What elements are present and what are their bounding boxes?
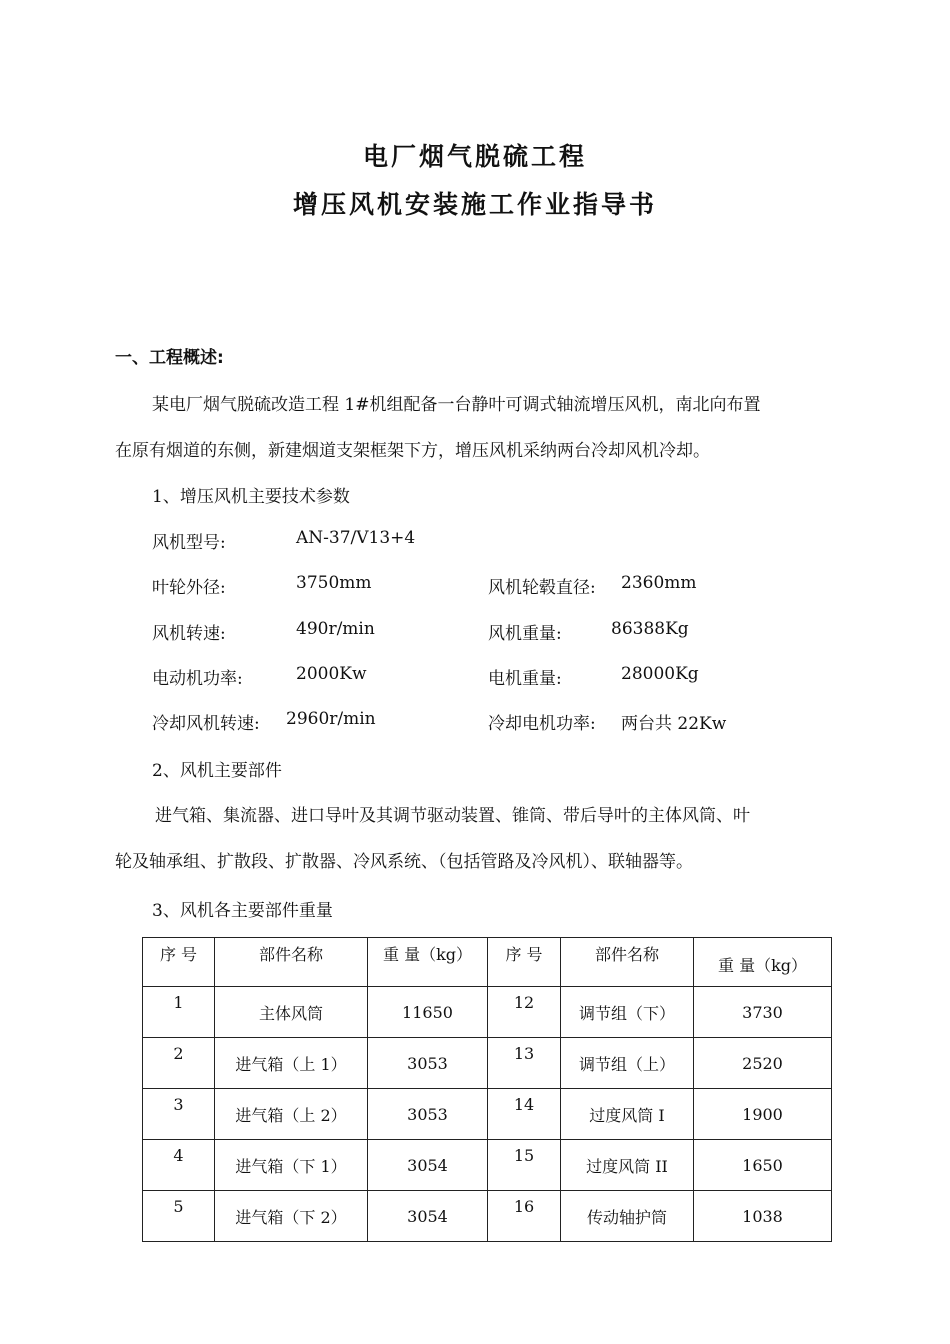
param-label: 冷却电机功率:: [488, 714, 596, 734]
header-cell: 重 量（kg）: [694, 938, 832, 987]
param-label: 冷却风机转速:: [152, 714, 260, 734]
param-label: 风机型号:: [152, 533, 226, 553]
param-label: 风机转速:: [152, 624, 226, 644]
table-cell: 3730: [694, 987, 832, 1038]
table-cell: 进气箱（下 1）: [215, 1140, 368, 1191]
section-heading-overview: 一、工程概述:: [115, 348, 224, 368]
table-cell: 16: [488, 1191, 561, 1242]
table-cell: 12: [488, 987, 561, 1038]
paragraph-parts-line-1: 进气箱、集流器、进口导叶及其调节驱动装置、锥筒、带后导叶的主体风筒、叶: [155, 806, 750, 826]
table-cell: 进气箱（上 2）: [215, 1089, 368, 1140]
param-value: 86388Kg: [611, 619, 689, 639]
param-value: 3750mm: [296, 573, 372, 593]
table-cell: 5: [143, 1191, 215, 1242]
table-cell: 11650: [368, 987, 488, 1038]
param-value: AN-37/V13+4: [296, 528, 416, 548]
header-cell: 部件名称: [215, 938, 368, 987]
paragraph-overview-line-1: 某电厂烟气脱硫改造工程 1#机组配备一台静叶可调式轴流增压风机，南北向布置: [152, 395, 761, 415]
subheading-part-weights: 3、风机各主要部件重量: [152, 901, 333, 921]
param-value: 2360mm: [621, 573, 697, 593]
table-cell: 进气箱（下 2）: [215, 1191, 368, 1242]
paragraph-parts-line-2: 轮及轴承组、扩散段、扩散器、冷风系统、（包括管路及冷风机）、联轴器等。: [115, 852, 693, 872]
header-cell: 序 号: [143, 938, 215, 987]
subheading-main-parts: 2、风机主要部件: [152, 761, 282, 781]
table-cell: 14: [488, 1089, 561, 1140]
table-cell: 4: [143, 1140, 215, 1191]
table-cell: 1650: [694, 1140, 832, 1191]
table-cell: 2: [143, 1038, 215, 1089]
table-cell: 3053: [368, 1038, 488, 1089]
table-row: [143, 1191, 832, 1242]
table-cell: 2520: [694, 1038, 832, 1089]
table-cell: 3053: [368, 1089, 488, 1140]
table-cell: 进气箱（上 1）: [215, 1038, 368, 1089]
table-cell: 调节组（上）: [561, 1038, 694, 1089]
table-header-row: [143, 938, 832, 987]
table-cell: 过度风筒 II: [561, 1140, 694, 1191]
param-value: 2960r/min: [286, 709, 376, 729]
table-cell: 1: [143, 987, 215, 1038]
header-cell: 序 号: [488, 938, 561, 987]
table-cell: 1038: [694, 1191, 832, 1242]
table-cell: 3054: [368, 1140, 488, 1191]
param-value: 2000Kw: [296, 664, 367, 684]
table-cell: 调节组（下）: [561, 987, 694, 1038]
table-cell: 3: [143, 1089, 215, 1140]
param-value: 两台共 22Kw: [621, 714, 727, 734]
subheading-tech-params: 1、增压风机主要技术参数: [152, 487, 350, 507]
table-cell: 13: [488, 1038, 561, 1089]
table-cell: 3054: [368, 1191, 488, 1242]
header-cell: 重 量（kg）: [368, 938, 488, 987]
table-cell: 主体风筒: [215, 987, 368, 1038]
param-value: 490r/min: [296, 619, 375, 639]
param-value: 28000Kg: [621, 664, 699, 684]
param-label: 叶轮外径:: [152, 578, 226, 598]
table-cell: 传动轴护筒: [561, 1191, 694, 1242]
document-title: 电厂烟气脱硫工程: [362, 142, 587, 171]
paragraph-overview-line-2: 在原有烟道的东侧，新建烟道支架框架下方，增压风机采纳两台冷却风机冷却。: [115, 441, 710, 461]
table-row: [143, 1038, 832, 1089]
param-label: 风机重量:: [488, 624, 562, 644]
param-label: 电动机功率:: [152, 669, 243, 689]
param-label: 风机轮毂直径:: [488, 578, 596, 598]
header-cell: 部件名称: [561, 938, 694, 987]
table-cell: 15: [488, 1140, 561, 1191]
table-row: [143, 1140, 832, 1191]
table-row: [143, 987, 832, 1038]
document-subtitle: 增压风机安装施工作业指导书: [292, 190, 657, 219]
part-weights-table: [142, 937, 832, 1242]
table-row: [143, 1089, 832, 1140]
table-cell: 1900: [694, 1089, 832, 1140]
table-cell: 过度风筒 I: [561, 1089, 694, 1140]
param-label: 电机重量:: [488, 669, 562, 689]
